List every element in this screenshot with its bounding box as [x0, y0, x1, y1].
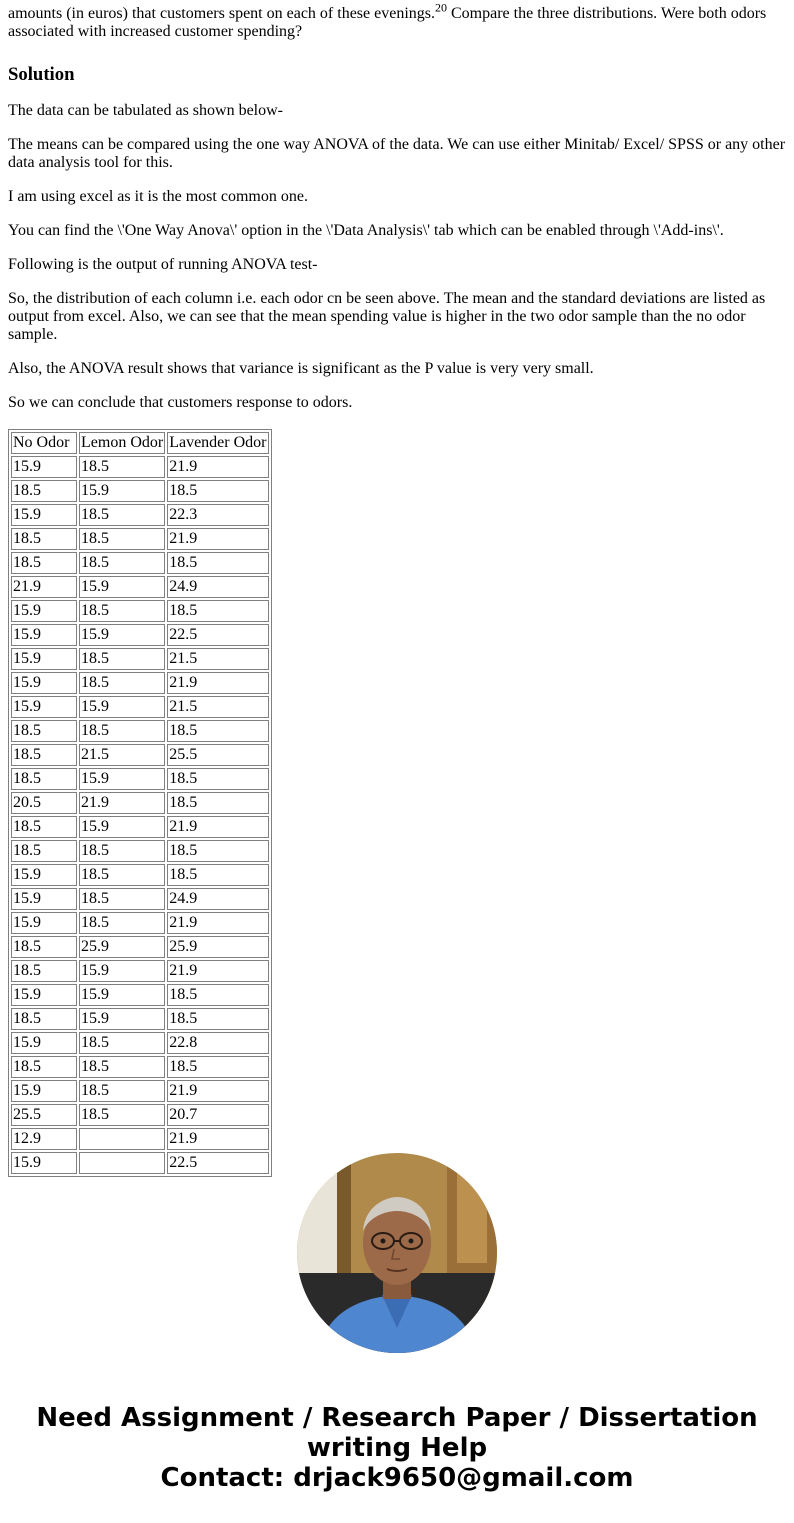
table-cell: 24.9 — [167, 888, 268, 910]
table-cell: 25.5 — [11, 1104, 77, 1126]
promo-line-1: Need Assignment / Research Paper / Dissertation — [36, 1403, 758, 1433]
table-row — [11, 672, 269, 694]
table-row — [11, 912, 269, 934]
table-cell: 18.5 — [79, 552, 165, 574]
table-cell: 18.5 — [79, 720, 165, 742]
portrait-image — [297, 1153, 497, 1353]
table-cell: 21.9 — [167, 960, 268, 982]
table-cell: 15.9 — [11, 648, 77, 670]
table-row — [11, 768, 269, 790]
question-line2: associated with increased customer spending? — [8, 23, 303, 40]
question-text — [8, 0, 788, 41]
table-row — [11, 624, 269, 646]
table-row — [11, 456, 269, 478]
table-row — [11, 1032, 269, 1054]
table-cell: 15.9 — [79, 960, 165, 982]
table-cell: 22.5 — [167, 624, 268, 646]
table-cell: 18.5 — [11, 552, 77, 574]
table-cell: 21.9 — [167, 1080, 268, 1102]
table-cell: 21.5 — [167, 648, 268, 670]
table-cell: 20.7 — [167, 1104, 268, 1126]
solution-heading: Solution — [8, 64, 75, 85]
table-cell: 18.5 — [79, 672, 165, 694]
table-cell: 21.9 — [11, 576, 77, 598]
table-cell: 21.9 — [167, 456, 268, 478]
promo-banner — [0, 1403, 794, 1493]
table-row — [11, 840, 269, 862]
table-cell: 18.5 — [11, 936, 77, 958]
table-cell: 18.5 — [167, 552, 268, 574]
table-cell: 18.5 — [167, 864, 268, 886]
table-header-row — [11, 432, 269, 454]
table-cell: 18.5 — [167, 720, 268, 742]
question-line1: amounts (in euros) that customers spent on each of these evenings. — [8, 5, 435, 22]
table-row — [11, 1008, 269, 1030]
table-row — [11, 1080, 269, 1102]
table-cell: 18.5 — [79, 1056, 165, 1078]
table-cell — [79, 1128, 165, 1150]
table-cell: 18.5 — [79, 528, 165, 550]
table-cell: 22.3 — [167, 504, 268, 526]
table-row — [11, 888, 269, 910]
table-cell: 18.5 — [167, 600, 268, 622]
table-cell: 25.9 — [167, 936, 268, 958]
table-cell: 21.5 — [79, 744, 165, 766]
solution-paragraph: Also, the ANOVA result shows that variance is significant as the P value is very very small. — [8, 360, 594, 377]
table-cell: 18.5 — [79, 504, 165, 526]
table-cell: 18.5 — [79, 456, 165, 478]
table-cell: 18.5 — [167, 984, 268, 1006]
table-cell: 18.5 — [79, 888, 165, 910]
table-cell: 18.5 — [11, 528, 77, 550]
table-cell: 18.5 — [79, 600, 165, 622]
table-cell: 18.5 — [79, 1104, 165, 1126]
table-cell: 18.5 — [79, 840, 165, 862]
table-cell: 18.5 — [79, 864, 165, 886]
table-cell: 15.9 — [79, 1008, 165, 1030]
table-cell: 18.5 — [167, 1008, 268, 1030]
table-row — [11, 960, 269, 982]
table-cell: 18.5 — [79, 912, 165, 934]
table-row — [11, 1056, 269, 1078]
table-cell: 18.5 — [11, 720, 77, 742]
table-row — [11, 576, 269, 598]
table-cell: 15.9 — [11, 1080, 77, 1102]
table-cell: 18.5 — [167, 840, 268, 862]
table-cell: 15.9 — [11, 864, 77, 886]
table-cell: 15.9 — [11, 1032, 77, 1054]
table-row — [11, 744, 269, 766]
table-body — [11, 456, 269, 1174]
table-row — [11, 864, 269, 886]
solution-paragraph: I am using excel as it is the most common one. — [8, 188, 308, 205]
table-cell: 21.9 — [167, 528, 268, 550]
table-cell: 15.9 — [11, 984, 77, 1006]
question-line1-after: Compare the three distributions. Were both odors — [447, 5, 767, 22]
table-cell: 18.5 — [11, 960, 77, 982]
table-cell: 15.9 — [11, 1152, 77, 1174]
table-cell: 15.9 — [79, 984, 165, 1006]
column-header-lemon-odor: Lemon Odor — [79, 432, 165, 454]
solution-paragraph: So we can conclude that customers response to odors. — [8, 394, 353, 411]
table-row — [11, 528, 269, 550]
table-row — [11, 1128, 269, 1150]
table-cell: 24.9 — [167, 576, 268, 598]
table-cell: 15.9 — [11, 672, 77, 694]
table-cell: 15.9 — [11, 600, 77, 622]
table-cell: 18.5 — [79, 648, 165, 670]
table-cell: 15.9 — [79, 480, 165, 502]
solution-paragraph: So, the distribution of each column i.e. each odor cn be seen above. The mean and the standard deviations are listed as output from excel. Also, we can see that the mean spending value is higher in the two odor sample than the no odor sample. — [8, 290, 766, 343]
table-cell: 15.9 — [11, 624, 77, 646]
table-cell: 15.9 — [11, 504, 77, 526]
table-cell: 12.9 — [11, 1128, 77, 1150]
table-cell: 18.5 — [11, 1056, 77, 1078]
table-cell: 21.9 — [167, 816, 268, 838]
table-cell: 18.5 — [11, 768, 77, 790]
table-row — [11, 936, 269, 958]
table-row — [11, 504, 269, 526]
table-cell: 25.9 — [79, 936, 165, 958]
table-cell: 18.5 — [11, 1008, 77, 1030]
solution-paragraph: You can find the \'One Way Anova\' option in the \'Data Analysis\' tab which can be enabled through \'Add-ins\'. — [8, 222, 724, 239]
table-cell: 15.9 — [11, 696, 77, 718]
promo-line-3: Contact: drjack9650@gmail.com — [160, 1463, 634, 1493]
table-cell: 15.9 — [79, 696, 165, 718]
table-cell: 18.5 — [11, 840, 77, 862]
table-cell: 15.9 — [79, 768, 165, 790]
table-row — [11, 1104, 269, 1126]
table-cell: 18.5 — [79, 1080, 165, 1102]
table-cell: 21.9 — [167, 1128, 268, 1150]
table-cell: 20.5 — [11, 792, 77, 814]
table-cell: 18.5 — [167, 768, 268, 790]
column-header-lavender-odor: Lavender Odor — [167, 432, 268, 454]
table-cell: 18.5 — [11, 744, 77, 766]
table-row — [11, 696, 269, 718]
table-cell: 18.5 — [167, 792, 268, 814]
table-cell: 25.5 — [167, 744, 268, 766]
promo-line-2: writing Help — [306, 1433, 488, 1463]
column-header-no-odor: No Odor — [11, 432, 77, 454]
table-row — [11, 1152, 269, 1174]
table-cell: 18.5 — [167, 1056, 268, 1078]
table-cell — [79, 1152, 165, 1174]
table-cell: 21.5 — [167, 696, 268, 718]
odor-spending-table — [8, 429, 272, 1177]
solution-paragraph: The data can be tabulated as shown below- — [8, 102, 284, 119]
table-cell: 18.5 — [167, 480, 268, 502]
table-cell: 21.9 — [79, 792, 165, 814]
table-cell: 15.9 — [11, 912, 77, 934]
table-cell: 18.5 — [79, 1032, 165, 1054]
table-cell: 22.8 — [167, 1032, 268, 1054]
table-row — [11, 816, 269, 838]
table-row — [11, 648, 269, 670]
table-row — [11, 720, 269, 742]
table-cell: 15.9 — [79, 816, 165, 838]
table-cell: 22.5 — [167, 1152, 268, 1174]
table-cell: 18.5 — [11, 816, 77, 838]
table-cell: 15.9 — [11, 888, 77, 910]
footnote-ref: 20 — [435, 0, 447, 15]
table-row — [11, 552, 269, 574]
table-row — [11, 600, 269, 622]
solution-paragraph: The means can be compared using the one way ANOVA of the data. We can use either Minitab/ Excel/ SPSS or any other data analysis tool for this. — [8, 136, 786, 171]
table-cell: 15.9 — [11, 456, 77, 478]
table-cell: 15.9 — [79, 624, 165, 646]
table-row — [11, 792, 269, 814]
table-cell: 15.9 — [79, 576, 165, 598]
solution-paragraph: Following is the output of running ANOVA test- — [8, 256, 318, 273]
author-photo — [297, 1153, 497, 1353]
table-row — [11, 984, 269, 1006]
table-cell: 21.9 — [167, 672, 268, 694]
table-cell: 21.9 — [167, 912, 268, 934]
table-cell: 18.5 — [11, 480, 77, 502]
table-row — [11, 480, 269, 502]
